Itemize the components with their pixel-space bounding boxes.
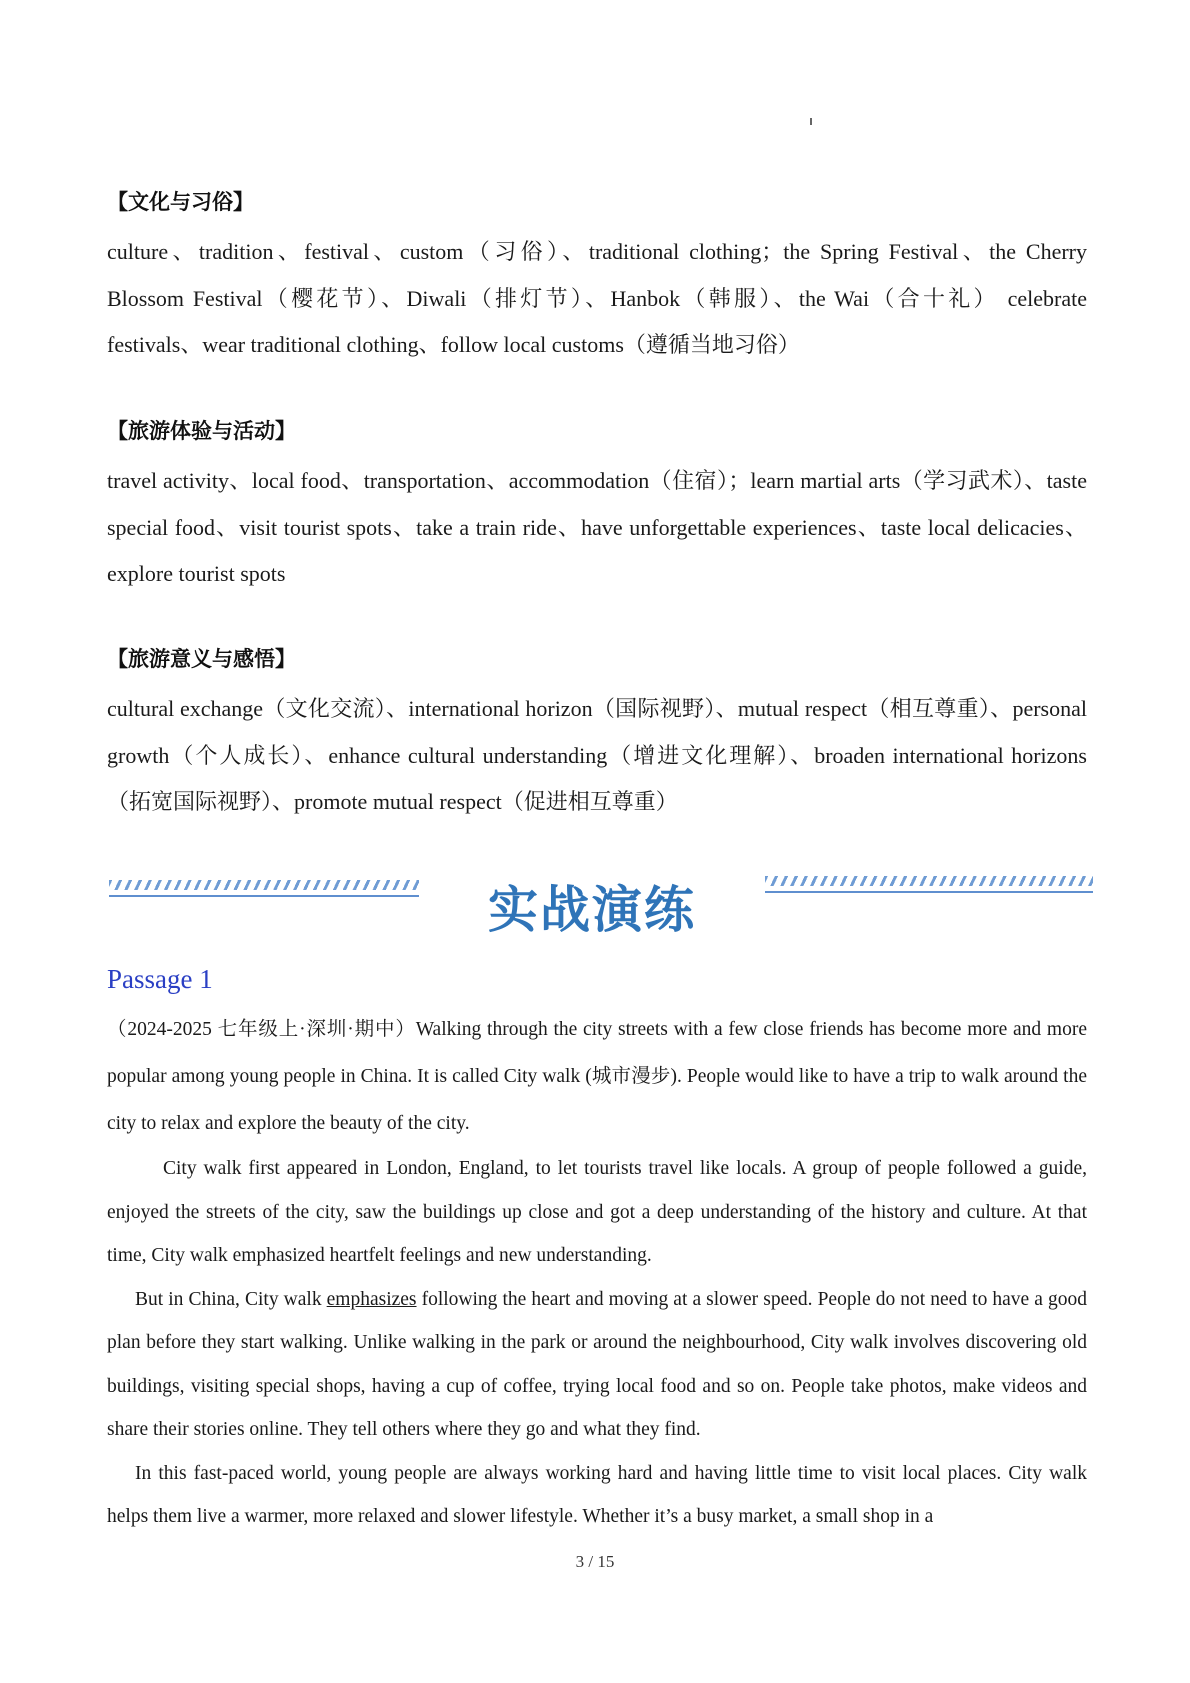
passage-paragraph: In this fast-paced world, young people are always working hard and having little time to visit local places. City walk helps them live a warmer, more relaxed and slower lifestyle. Whether it’s a busy market, a small shop in a	[107, 1462, 1087, 1527]
page-mark	[810, 118, 812, 125]
section-body: cultural exchange（文化交流）、international horizon（国际视野）、mutual respect（相互尊重）、personal growth（个人成长）、enhance cultural understanding（增进文化理解）、broaden international horizons（拓宽国际视野）、promote mutual respect（促进相互尊重）	[107, 696, 1087, 814]
passage-paragraph: （2024-2025 七年级上·深圳·期中）Walking through the city streets with a few close friends has become more and more popular among young people in China. It is called City walk (城市漫步). People would like to have a trip to walk around the city to relax and explore the beauty of the city.	[107, 1019, 1087, 1134]
practice-banner	[107, 868, 1095, 938]
section-culture-customs	[107, 188, 1087, 369]
paragraph-text: But in China, City walk	[135, 1288, 327, 1310]
underlined-word: emphasizes	[326, 1288, 417, 1310]
page-number: 3 / 15	[575, 1552, 615, 1571]
section-travel-activities	[107, 417, 1087, 598]
passage-body	[107, 1006, 1087, 1539]
passage-paragraph	[107, 1278, 1087, 1452]
section-heading: 【旅游意义与感悟】	[107, 647, 296, 671]
section-heading: 【文化与习俗】	[107, 190, 254, 214]
section-body: culture、tradition、festival、custom（习俗）、traditional clothing；the Spring Festival、the Cherry Blossom Festival（樱花节）、Diwali（排灯节）、Hanbok（韩服）、the Wai（合十礼） celebrate festivals、wear traditional clothing、follow local customs（遵循当地习俗）	[107, 239, 1087, 357]
practice-banner-title: 实战演练	[488, 881, 696, 939]
decorative-line-left	[109, 895, 419, 897]
section-heading: 【旅游体验与活动】	[107, 419, 296, 443]
paragraph-text: following the heart and moving at a slower speed. People do not need to have a good plan before they start walking. Unlike walking in the park or around the neighbourhood, City walk involves discovering old buildings, visiting special shops, having a cup of coffee, trying local food and so on. People take photos, make videos and share their stories online. They tell others where they go and what they find.	[107, 1288, 1087, 1440]
decorative-line-right	[765, 891, 1093, 893]
section-body: travel activity、local food、transportation、accommodation（住宿）；learn martial arts（学习武术）、taste special food、visit tourist spots、take a train ride、have unforgettable experiences、taste local delicacies、explore tourist spots	[107, 468, 1087, 586]
decorative-stripe-left	[109, 880, 419, 890]
passage-title: Passage 1	[107, 964, 213, 994]
section-travel-meaning	[107, 645, 1087, 826]
passage-paragraph: City walk first appeared in London, England, to let tourists travel like locals. A group of people followed a guide, enjoyed the streets of the city, saw the buildings up close and got a deep understanding of the history and culture. At that time, City walk emphasized heartfelt feelings and new understanding.	[107, 1158, 1087, 1266]
decorative-stripe-right	[765, 876, 1093, 886]
